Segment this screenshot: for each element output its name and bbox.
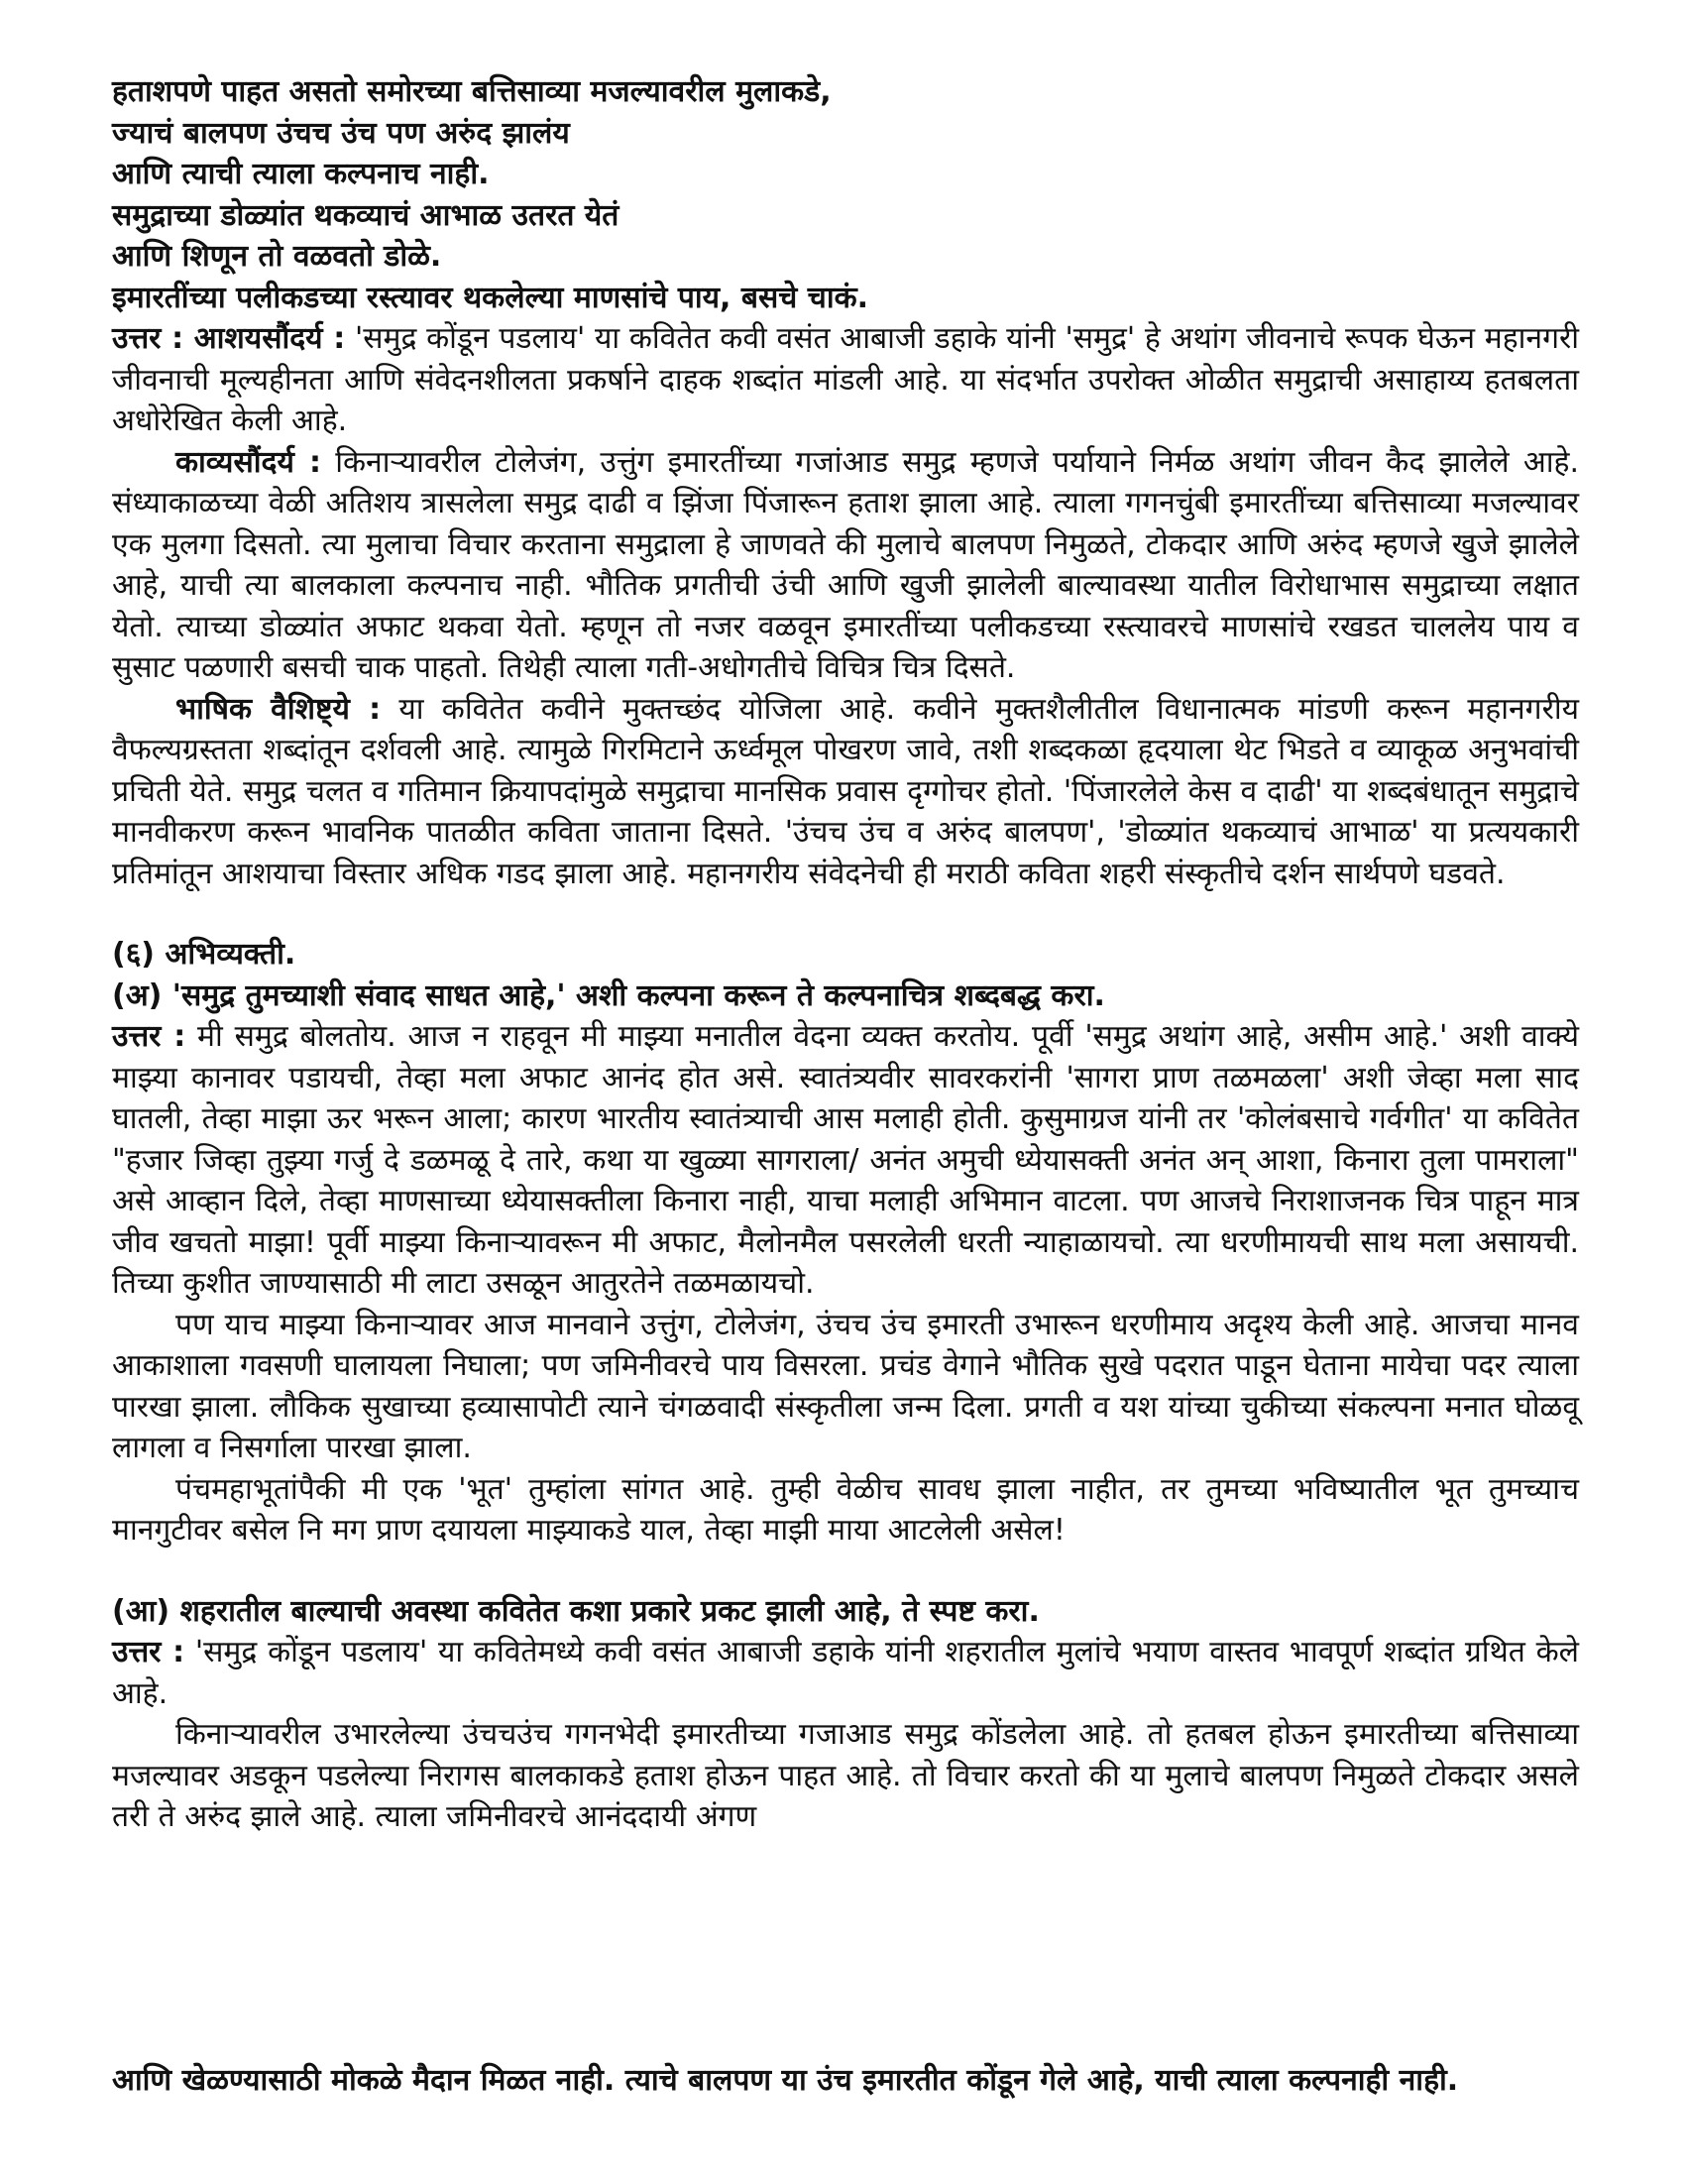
language-features-paragraph [112, 689, 1579, 895]
section-gap [112, 894, 1579, 934]
poem-line: आणि शिणून तो वळवतो डोळे. [112, 239, 442, 274]
question-aa-paragraph-2: किनाऱ्यावरील उभारलेल्या उंचचउंच गगनभेदी इमारतीच्या गजाआड समुद्र कोंडलेला आहे. तो हतबल होऊन इमारतीच्या बत्तिसाव्या मजल्यावर अडकून पडलेल्या निरागस बालकाकडे हताश होऊन पाहत आहे. तो विचार करतो की या मुलाचे बालपण निमुळते टोकदार असले तरी ते अरुंद झाले आहे. त्याला जमिनीवरचे आनंददायी अंगण [112, 1717, 1579, 1834]
section-gap [112, 1552, 1579, 1591]
answer-text: मी समुद्र बोलतोय. आज न राहवून मी माझ्या मनातील वेदना व्यक्त करतोय. पूर्वी 'समुद्र अथांग आहे, असीम आहे.' अशी वाक्ये माझ्या कानावर पडायची, तेव्हा मला अफाट आनंद होत असे. स्वातंत्र्यवीर सावरकरांनी 'सागरा प्राण तळमळला' अशी जेव्हा मला साद घातली, तेव्हा माझा ऊर भरून आला; कारण भारतीय स्वातंत्र्याची आस मलाही होती. कुसुमाग्रज यांनी तर 'कोलंबसाचे गर्वगीत' या कवितेत "हजार जिव्हा तुझ्या गर्जु दे डळमळू दे तारे, कथा या खुळ्या सागराला/ अनंत अमुची ध्येयासक्ती अनंत अन् आशा, किनारा तुला पामराला" असे आव्हान दिले, तेव्हा माणसाच्या ध्येयासक्तीला किनारा नाही, याचा मलाही अभिमान वाटला. पण आजचे निराशाजनक चित्र पाहून मात्र जीव खचतो माझा! पूर्वी माझ्या किनाऱ्यावरून मी अफाट, मैलोनमैल पसरलेली धरती न्याहाळायचो. त्या धरणीमायची साथ मला असायची. तिच्या कुशीत जाण्यासाठी मी लाटा उसळून आतुरतेने तळमळायचो. [112, 1019, 1579, 1301]
answer-label: उत्तर : [112, 1019, 186, 1054]
question-aa-answer [112, 1632, 1579, 1714]
cut-off-text-line [112, 2063, 1579, 2106]
question-a: (अ) 'समुद्र तुमच्याशी संवाद साधत आहे,' अशी कल्पना करून ते कल्पनाचित्र शब्दबद्ध करा. [112, 977, 1105, 1013]
poem-excerpt [112, 71, 1579, 318]
cut-off-text: आणि खेळण्यासाठी मोकळे मैदान मिळत नाही. त्याचे बालपण या उंच इमारतीत कोंडून गेले आहे, याची त्याला कल्पनाही नाही. [112, 2063, 1459, 2098]
section-heading: (६) अभिव्यक्ती. [112, 937, 296, 972]
poetic-beauty-text: किनाऱ्यावरील टोलेजंग, उत्तुंग इमारतींच्या गजांआड समुद्र म्हणजे पर्यायाने निर्मळ अथांग जीवन कैद झालेले आहे. संध्याकाळच्या वेळी अतिशय त्रासलेला समुद्र दाढी व झिंजा पिंजारून हताश झाला आहे. त्याला गगनचुंबी इमारतींच्या बत्तिसाव्या मजल्यावर एक मुलगा दिसतो. त्या मुलाचा विचार करताना समुद्राला हे जाणवते की मुलाचे बालपण निमुळते, टोकदार आणि अरुंद म्हणजे खुजे झालेले आहे, याची त्या बालकाला कल्पनाच नाही. भौतिक प्रगतीची उंची आणि खुजी झालेली बाल्यावस्था यातील विरोधाभास समुद्राच्या लक्षात येतो. त्याच्या डोळ्यांत अफाट थकवा येतो. म्हणून तो नजर वळवून इमारतींच्या पलीकडच्या रस्त्यावरचे माणसांचे रखडत चाललेय पाय व सुसाट पळणारी बसची चाक पाहतो. तिथेही त्याला गती-अधोगतीचे विचित्र चित्र दिसते. [112, 444, 1579, 685]
poetic-beauty-paragraph [112, 442, 1579, 689]
poem-line: इमारतींच्या पलीकडच्या रस्त्यावर थकलेल्या माणसांचे पाय, बसचे चाकं. [112, 280, 869, 315]
poem-line: आणि त्याची त्याला कल्पनाच नाही. [112, 157, 490, 191]
poem-line: हताशपणे पाहत असतो समोरच्या बत्तिसाव्या मजल्यावरील मुलाकडे, [112, 74, 832, 109]
poem-line: ज्याचं बालपण उंचच उंच पण अरुंद झालंय [112, 115, 570, 151]
answer-label: उत्तर : [112, 1635, 185, 1669]
question-aa: (आ) शहरातील बाल्याची अवस्था कवितेत कशा प्रकारे प्रकट झाली आहे, ते स्पष्ट करा. [112, 1593, 1040, 1629]
question-a-answer [112, 1016, 1579, 1305]
poem-line: समुद्राच्या डोळ्यांत थकव्याचं आभाळ उतरत येतं [112, 197, 619, 233]
answer-text: 'समुद्र कोंडून पडलाय' या कवितेमध्ये कवी वसंत आबाजी डहाके यांनी शहरातील मुलांचे भयाण वास्तव भावपूर्ण शब्दांत ग्रथित केले आहे. [112, 1635, 1579, 1711]
question-a-paragraph-3: पंचमहाभूतांपैकी मी एक 'भूत' तुम्हांला सांगत आहे. तुम्ही वेळीच सावध झाला नाहीत, तर तुमच्या भविष्यातील भूत तुमच्याच मानगुटीवर बसेल नि मग प्राण दयायला माझ्याकडे याल, तेव्हा माझी माया आटलेली असेल! [112, 1471, 1579, 1548]
language-features-text: या कवितेत कवीने मुक्तच्छंद योजिला आहे. कवीने मुक्तशैलीतील विधानात्मक मांडणी करून महानगरीय वैफल्यग्रस्तता शब्दांतून दर्शवली आहे. त्यामुळे गिरमिटाने ऊर्ध्वमूल पोखरण जावे, तशी शब्दकळा हृदयाला थेट भिडते व व्याकूळ अनुभवांची प्रचिती येते. समुद्र चलत व गतिमान क्रियापदांमुळे समुद्राचा मानसिक प्रवास दृग्गोचर होतो. 'पिंजारलेले केस व दाढी' या शब्दबंधातून समुद्राचे मानवीकरण करून भावनिक पातळीत कविता जाताना दिसते. 'उंचच उंच व अरुंद बालपण', 'डोळ्यांत थकव्याचं आभाळ' या प्रत्ययकारी प्रतिमांतून आशयाचा विस्तार अधिक गडद झाला आहे. महानगरीय संवेदनेची ही मराठी कविता शहरी संस्कृतीचे दर्शन सार्थपणे घडवते. [112, 691, 1580, 891]
poetic-beauty-label: काव्यसौंदर्य : [175, 444, 321, 480]
answer-theme-label: उत्तर : आशयसौंदर्य : [112, 321, 346, 356]
answer-theme-paragraph [112, 318, 1579, 442]
answer-theme-text: 'समुद्र कोंडून पडलाय' या कवितेत कवी वसंत आबाजी डहाके यांनी 'समुद्र' हे अथांग जीवनाचे रूपक घेऊन महानगरी जीवनाची मूल्यहीनता आणि संवेदनशीलता प्रकर्षाने दाहक शब्दांत मांडली आहे. या संदर्भात उपरोक्त ओळीत समुद्राची असाहाय्य हतबलता अधोरेखित केली आहे. [112, 321, 1580, 438]
question-a-paragraph-2: पण याच माझ्या किनाऱ्यावर आज मानवाने उत्तुंग, टोलेजंग, उंचच उंच इमारती उभारून धरणीमाय अदृश्य केली आहे. आजचा मानव आकाशाला गवसणी घालायला निघाला; पण जमिनीवरचे पाय विसरला. प्रचंड वेगाने भौतिक सुखे पदरात पाडून घेताना मायेचा पदर त्याला पारखा झाला. लौकिक सुखाच्या हव्यासापोटी त्याने चंगळवादी संस्कृतीला जन्म दिला. प्रगती व यश यांच्या चुकीच्या संकल्पना मनात घोळवू लागला व निसर्गाला पारखा झाला. [112, 1307, 1579, 1465]
language-features-label: भाषिक वैशिष्ट्ये : [175, 691, 382, 727]
document-page [112, 71, 1579, 1838]
